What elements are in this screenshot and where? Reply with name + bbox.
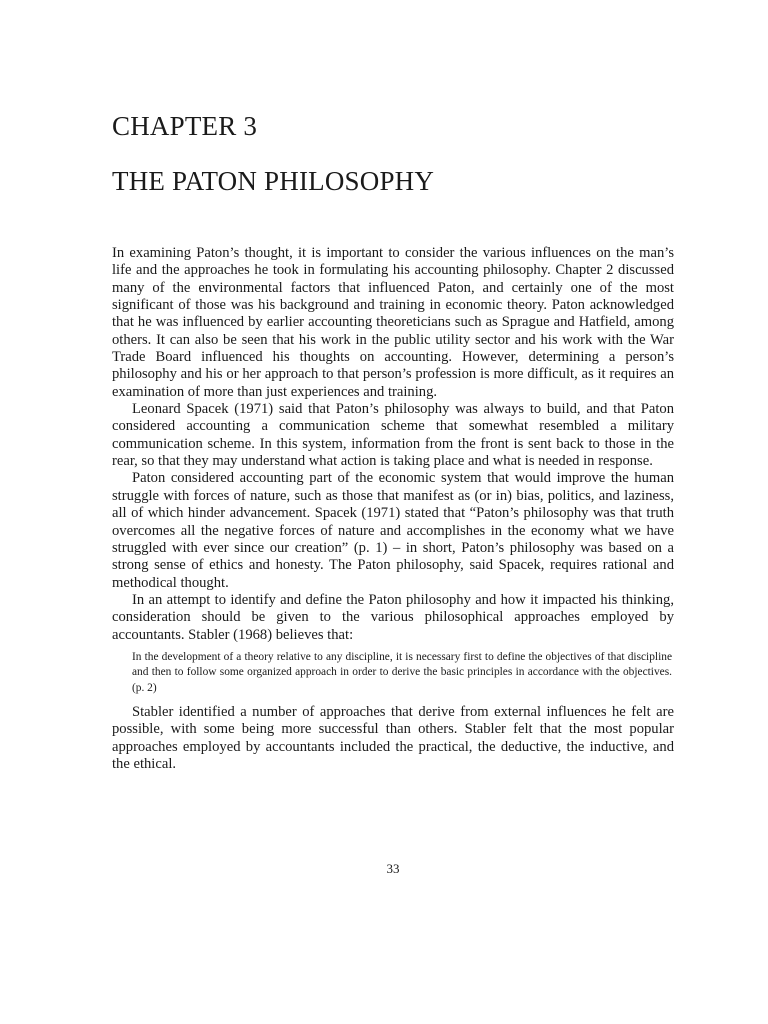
body-text bbox=[112, 245, 674, 774]
paragraph-5: Stabler identified a number of approaches that derive from external influences he felt are possible, with some being more successful than others. Stabler felt that the most popular approaches employed by accountants included the practical, the deductive, the inductive, and the ethical. bbox=[112, 704, 674, 773]
paragraph-4: In an attempt to identify and define the Paton philosophy and how it impacted his thinking, consideration should be given to the various philosophical approaches employed by accountants. Stabler (1968) believes that: bbox=[112, 591, 674, 643]
chapter-label: CHAPTER 3 bbox=[112, 111, 258, 141]
paragraph-3: Paton considered accounting part of the economic system that would improve the human struggle with forces of nature, such as those that manifest as (or in) bias, politics, and laziness, all of which hinder advancement. Spacek (1971) stated that “Paton’s philosophy was that truth overcomes all the negative forces of nature and accomplishes in the economy what we have struggled with ever since our creation” (p. 1) – in short, Paton’s philosophy was based on a strong sense of ethics and honesty. The Paton philosophy, said Spacek, requires rational and methodical thought. bbox=[112, 470, 674, 591]
block-quote: In the development of a theory relative to any discipline, it is necessary first to define the objectives of that discipline and then to follow some organized approach in order to derive the basic principles in accordance with the objectives. (p. 2) bbox=[132, 650, 672, 694]
book-page bbox=[112, 0, 674, 1024]
chapter-title: THE PATON PHILOSOPHY bbox=[112, 166, 435, 196]
paragraph-2: Leonard Spacek (1971) said that Paton’s philosophy was always to build, and that Paton considered accounting a communication scheme that somewhat resembled a military communication scheme. In this system, information from the front is sent back to those in the rear, so that they may understand what action is taking place and what is needed in response. bbox=[112, 401, 674, 470]
page-number: 33 bbox=[386, 861, 400, 876]
paragraph-1: In examining Paton’s thought, it is important to consider the various influences on the man’s life and the approaches he took in formulating his accounting philosophy. Chapter 2 discussed many of the environmental factors that influenced Paton, and certainly one of the most significant of those was his background and training in economic theory. Paton acknowledged that he was influenced by earlier accounting theoreticians such as Sprague and Hatfield, among others. It can also be seen that his work in the public utility sector and his work with the War Trade Board influenced his thoughts on accounting. However, determining a person’s philosophy and his or her approach to that person’s profession is more difficult, as it requires an examination of more than just experiences and training. bbox=[112, 245, 674, 400]
